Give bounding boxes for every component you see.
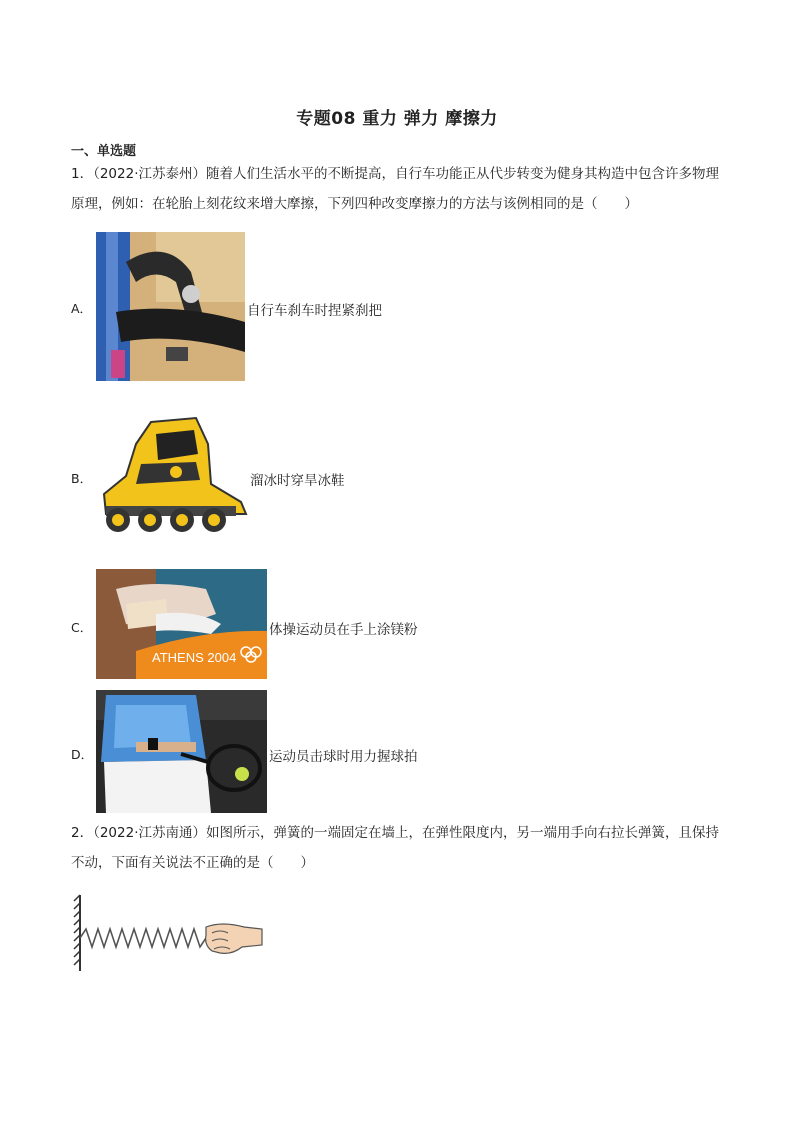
page-title: 专题08 重力 弹力 摩擦力 xyxy=(296,109,498,129)
spring-diagram xyxy=(72,893,264,973)
gymnast-chalk-photo xyxy=(96,569,267,679)
option-a-letter: A． xyxy=(71,301,93,316)
question-2-stem: 2．（2022·江苏南通）如图所示，弹簧的一端固定在墙上，在弹性限度内，另一端用手向右拉长弹簧，且保持不动，下面有关说法不正确的是（ ） xyxy=(71,825,719,871)
option-c-letter: C． xyxy=(71,620,93,635)
option-c-text: 体操运动员在手上涂镁粉 xyxy=(269,622,418,638)
bicycle-brake-photo xyxy=(96,232,245,381)
option-a-text: 自行车刹车时捏紧刹把 xyxy=(247,303,382,319)
option-d-letter: D． xyxy=(71,747,94,762)
question-1-stem: 1．（2022·江苏泰州）随着人们生活水平的不断提高，自行车功能正从代步转变为健身其构造中包含许多物理原理，例如：在轮胎上刻花纹来增大摩擦，下列四种改变摩擦力的方法与该例相同的是（ ） xyxy=(71,166,719,212)
roller-skate-photo xyxy=(96,414,248,536)
tennis-player-photo xyxy=(96,690,267,813)
option-b-letter: B． xyxy=(71,471,93,486)
athens-banner-text: ATHENS 2004 xyxy=(152,650,237,665)
option-b-text: 溜冰时穿旱冰鞋 xyxy=(250,473,345,489)
section-heading: 一、单选题 xyxy=(71,144,137,159)
option-d-text: 运动员击球时用力握球拍 xyxy=(269,749,418,765)
